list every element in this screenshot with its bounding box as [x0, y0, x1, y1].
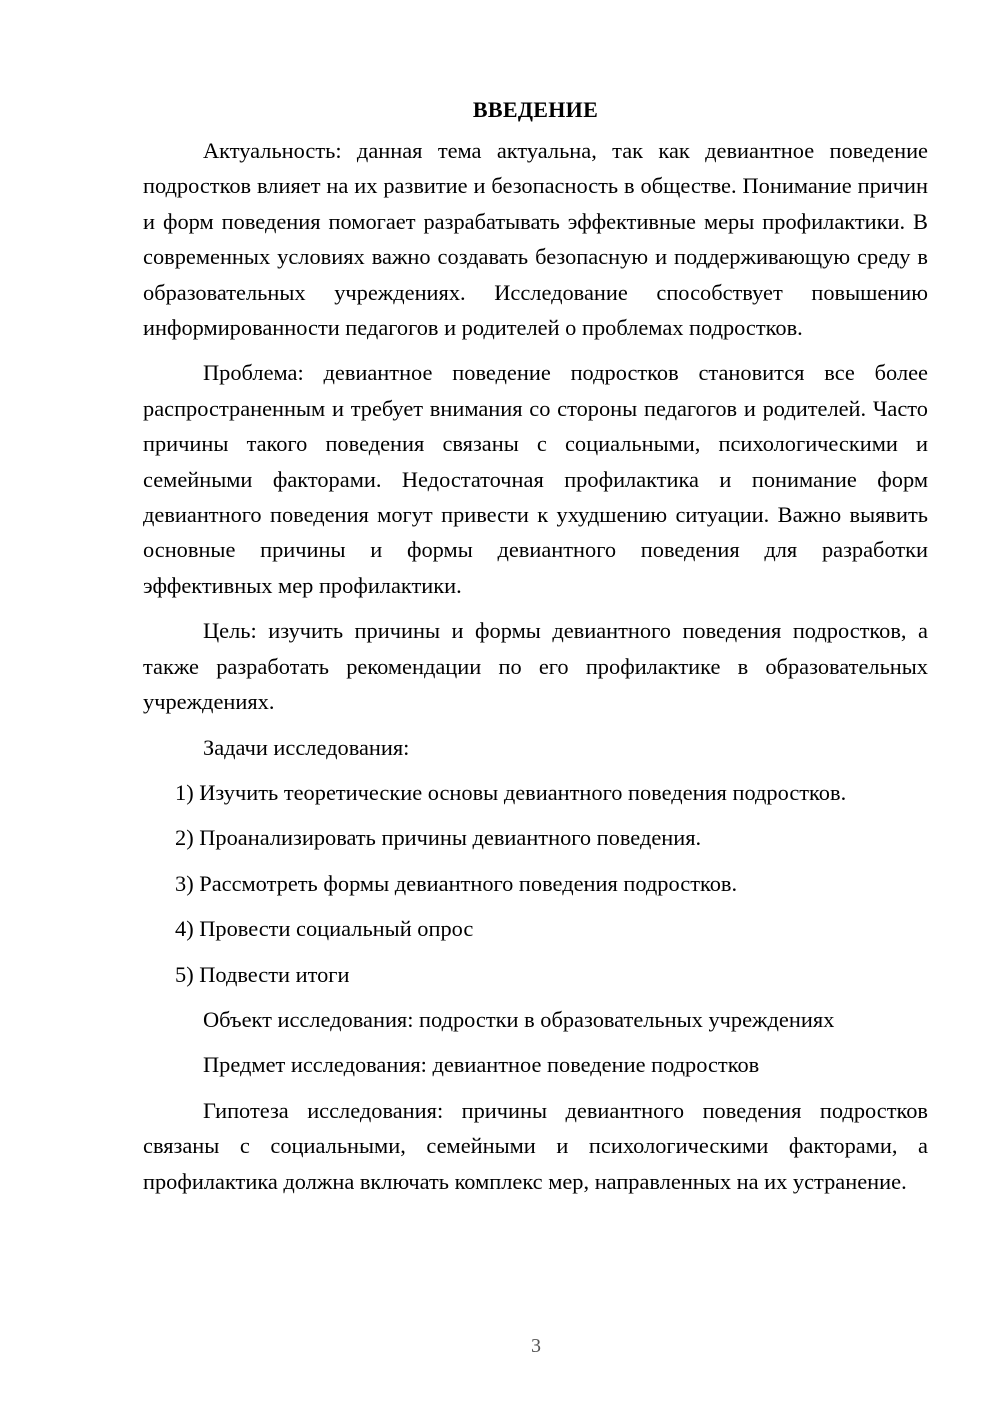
paragraph-hypothesis: Гипотеза исследования: причины девиантного поведения подростков связаны с социальными, семейными и психологическими факторами, а профилактика должна включать комплекс мер, направленных на их устранение. — [143, 1097, 928, 1194]
paragraph-problem: Проблема: девиантное поведение подростков становится все более распространенным и требует внимания со стороны педагогов и родителей. Часто причины такого поведения связаны с социальными, психологическими и семейными факторами. Недостаточная профилактика и понимание форм девиантного поведения могут привести к ухудшению ситуации. Важно выявить основные причины и формы девиантного поведения для разработки эффективных мер профилактики. — [143, 360, 928, 598]
page-number: 3 — [531, 1335, 541, 1357]
list-item: 5) Подвести итоги — [175, 961, 350, 987]
list-item: 3) Рассмотреть формы девиантного поведения подростков. — [175, 870, 738, 896]
page-title: ВВЕДЕНИЕ — [472, 97, 599, 122]
paragraph-goal: Цель: изучить причины и формы девиантного поведения подростков, а также разработать рекомендации по его профилактике в образовательных учреждениях. — [143, 618, 928, 715]
paragraph-relevance: Актуальность: данная тема актуальна, так как девиантное поведение подростков влияет на их развитие и безопасность в обществе. Понимание причин и форм поведения помогает разрабатывать эффективные меры профилактики. В современных условиях важно создавать безопасную и поддерживающую среду в образовательных учреждениях. Исследование способствует повышению информированности педагогов и родителей о проблемах подростков. — [143, 138, 928, 341]
tasks-list — [143, 775, 928, 992]
document-page — [143, 95, 928, 1209]
list-item: 2) Проанализировать причины девиантного поведения. — [175, 825, 702, 851]
research-subject: Предмет исследования: девиантное поведение подростков — [203, 1052, 760, 1078]
list-item: 4) Провести социальный опрос — [175, 916, 474, 942]
tasks-heading: Задачи исследования: — [203, 734, 410, 760]
research-object: Объект исследования: подростки в образовательных учреждениях — [203, 1006, 835, 1032]
list-item: 1) Изучить теоретические основы девиантного поведения подростков. — [175, 779, 847, 805]
